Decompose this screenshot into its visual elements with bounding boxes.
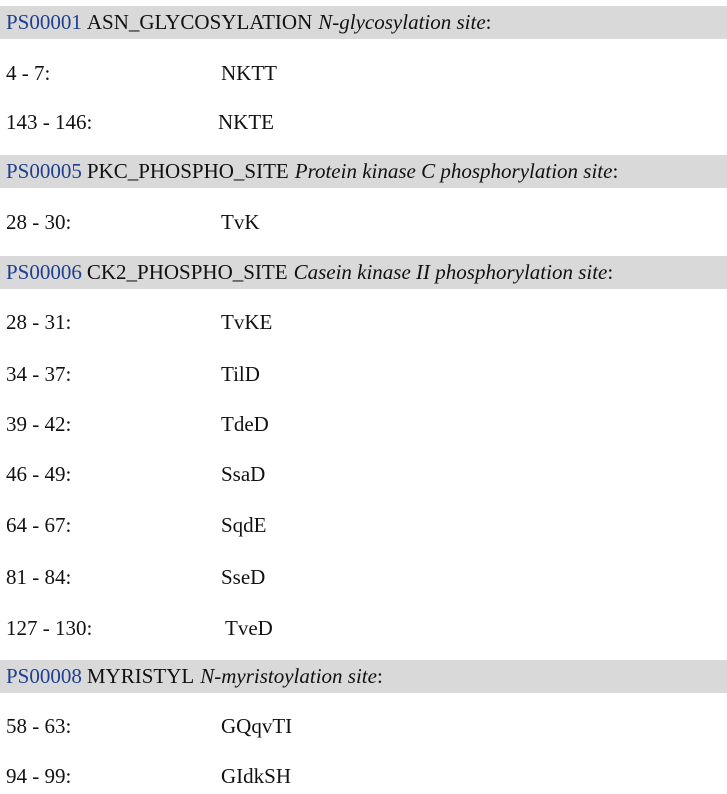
accession-link[interactable]: PS00008 [6,664,82,688]
site-range: 81 - 84: [6,565,72,589]
motif-row [0,513,727,543]
motif-row [0,362,727,392]
motif-description: N-myristoylation site [200,664,377,688]
header-colon: : [485,10,492,34]
site-range: 64 - 67: [6,513,72,537]
section-header-ps00006 [0,256,727,289]
site-sequence: NKTT [221,61,277,85]
site-range: 39 - 42: [6,412,72,436]
site-sequence: NKTE [218,110,274,134]
site-sequence: SqdE [221,513,267,537]
motif-description: Casein kinase II phosphorylation site [293,260,608,284]
accession-link[interactable]: PS00001 [6,10,82,34]
accession-link[interactable]: PS00006 [6,260,82,284]
site-range: 58 - 63: [6,714,72,738]
motif-name: ASN_GLYCOSYLATION [86,10,313,34]
site-range: 143 - 146: [6,110,93,134]
site-sequence: TveD [225,616,273,640]
site-range: 34 - 37: [6,362,72,386]
motif-name: CK2_PHOSPHO_SITE [86,260,288,284]
site-range: 127 - 130: [6,616,93,640]
site-sequence: TvK [221,210,260,234]
site-sequence: TdeD [221,412,269,436]
site-range: 46 - 49: [6,462,72,486]
site-sequence: SseD [221,565,266,589]
motif-row [0,462,727,492]
motif-row [0,616,727,646]
header-colon: : [612,159,619,183]
section-header-ps00008 [0,660,727,693]
header-colon: : [607,260,614,284]
motif-name: MYRISTYL [86,664,195,688]
section-header-ps00005 [0,155,727,188]
motif-row [0,310,727,340]
motif-name: PKC_PHOSPHO_SITE [86,159,289,183]
motif-row [0,412,727,442]
header-colon: : [376,664,383,688]
site-sequence: GIdkSH [221,764,292,788]
site-sequence: TilD [221,362,260,386]
motif-description: N-glycosylation site [318,10,486,34]
motif-row [0,565,727,595]
motif-row [0,61,727,91]
site-range: 28 - 31: [6,310,72,334]
site-sequence: GQqvTI [221,714,293,738]
motif-row [0,110,727,140]
site-range: 28 - 30: [6,210,72,234]
accession-link[interactable]: PS00005 [6,159,82,183]
site-range: 94 - 99: [6,764,72,788]
site-sequence: TvKE [221,310,273,334]
motif-description: Protein kinase C phosphorylation site [294,159,613,183]
section-header-ps00001 [0,6,727,39]
motif-row [0,210,727,240]
site-range: 4 - 7: [6,61,51,85]
site-sequence: SsaD [221,462,266,486]
motif-row [0,714,727,744]
